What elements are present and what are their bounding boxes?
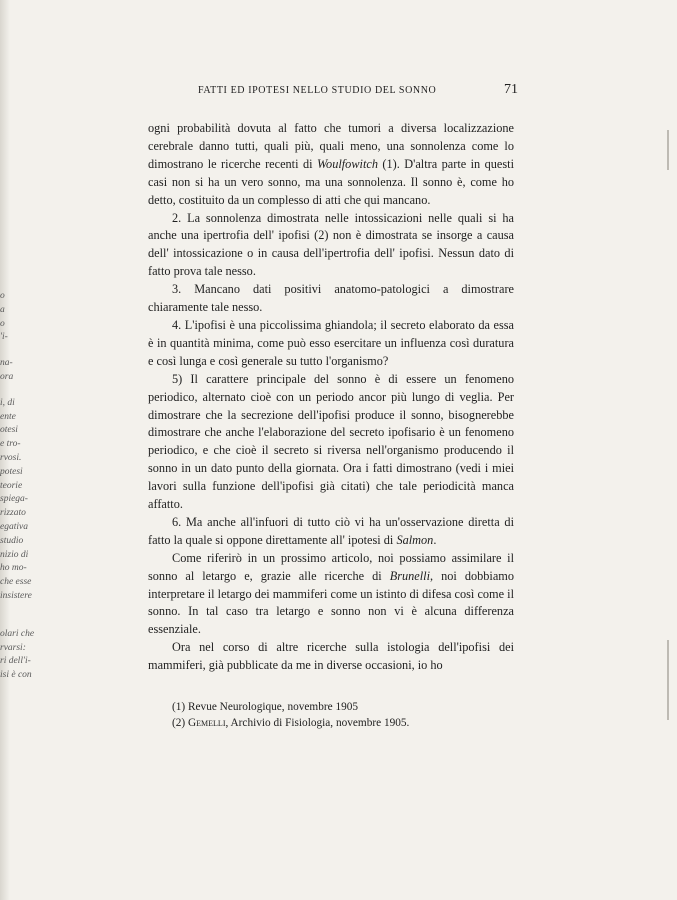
- footnote-text: (2): [172, 716, 188, 729]
- paragraph: [148, 281, 514, 317]
- bleed-fragment: potesi: [0, 466, 23, 477]
- bleed-through-text: [0, 290, 44, 683]
- bleed-fragment: a: [0, 304, 5, 315]
- paragraph-text: 6. Ma anche all'infuori di tutto ciò vi ha un'osservazione diretta di fatto la quale si oppone direttamente all' ipotesi di: [148, 514, 514, 547]
- bleed-fragment: [0, 616, 44, 628]
- bleed-fragment: teorie: [0, 480, 23, 491]
- footnote-text: (1) Revue Neurologique, novembre 1905: [172, 701, 359, 713]
- paragraph: [148, 550, 514, 640]
- italic-name: Salmon: [396, 532, 434, 547]
- page-edge-mark: [667, 130, 669, 170]
- bleed-fragment: o: [0, 318, 5, 329]
- paragraph-text: Ora nel corso di altre ricerche sulla istologia dell'ipofisi dei mammiferi, già pubblicate da me in diverse occasioni, io ho: [148, 640, 514, 673]
- bleed-fragment: egativa: [0, 521, 28, 532]
- bleed-fragment: [0, 345, 44, 357]
- bleed-fragment: che esse: [0, 577, 32, 588]
- bleed-fragment: otesi: [0, 425, 18, 436]
- paragraph-text: 2. La sonnolenza dimostrata nelle intossicazioni nelle quali si ha anche una ipertrofia dell' ipofisi (2) non è dimostrata se insorge a causa dell' intossicazione o in causa dell'ipertrofia dell' ipofisi. Nessun dato di fatto prova tale nesso.: [148, 210, 514, 279]
- paragraph-text: Come riferirò in un prossimo articolo, noi possiamo assimilare il sonno al letargo e, grazie alle ricerche di: [148, 550, 514, 583]
- bleed-fragment: rizzato: [0, 508, 26, 519]
- bleed-fragment: spiega-: [0, 494, 28, 505]
- bleed-fragment: rvosi.: [0, 452, 22, 463]
- running-header: [190, 82, 520, 102]
- paragraph: [148, 317, 514, 371]
- paragraph-text: 3. Mancano dati positivi anatomo-patologici a dimostrare chiaramente tale nesso.: [148, 282, 514, 315]
- bleed-fragment: [0, 385, 44, 397]
- paragraph-text: ogni probabilità dovuta al fatto che tumori a diversa localizzazione cerebrale danno tutti, quali più, quali meno, una sonnolenza come lo dimostrano le ricerche recenti di: [148, 121, 514, 171]
- paragraph-text: 4. L'ipofisi è una piccolissima ghiandola; il secreto elaborato da essa è in quantità minima, come può esso esercitare un influenza così duratura e così lunga e così generale su tutto l'organismo?: [148, 317, 514, 368]
- body-text: [148, 120, 514, 675]
- bleed-fragment: [0, 604, 44, 616]
- page-number: 71: [504, 82, 518, 97]
- footnote-rest: , Archivio di Fisiologia, novembre 1905.: [225, 716, 410, 729]
- running-title: FATTI ED IPOTESI NELLO STUDIO DEL SONNO: [198, 85, 437, 96]
- bleed-fragment: nizio di: [0, 549, 29, 560]
- bleed-fragment: ora: [0, 371, 14, 382]
- bleed-fragment: na-: [0, 358, 13, 369]
- bleed-fragment: olari che: [0, 628, 35, 639]
- footnote: [172, 700, 512, 716]
- bleed-fragment: e tro-: [0, 439, 21, 450]
- paragraph: [148, 120, 514, 210]
- bleed-fragment: o: [0, 291, 5, 301]
- bleed-fragment: ri dell'i-: [0, 656, 31, 667]
- paragraph: [148, 639, 514, 675]
- paragraph: [148, 371, 514, 514]
- italic-name: Woulfowitch: [316, 156, 378, 171]
- paragraph: [148, 210, 514, 282]
- bleed-fragment: insistere: [0, 590, 32, 601]
- bleed-fragment: rvarsi:: [0, 642, 26, 653]
- paragraph-text-after: .: [433, 532, 437, 547]
- footnote-author: Gemelli: [188, 716, 226, 729]
- italic-name: Brunelli: [389, 568, 431, 583]
- paragraph-text: 5) Il carattere principale del sonno è di essere un fenomeno periodico, alternato cioè con un periodo ancor più lungo di veglia. Per dimostrare che la secrezione dell'ipofisi produce il sonno, bisognerebbe dimostrare che anche l'elaborazione del secreto ipofisario è un fenomeno periodico, e che cioè il secreto si riversa nell'organismo producendo il sonno in un dato punto della giornata. Ora i fatti dimostrano (vedi i miei lavori sulla funzione dell'ipofisi già citati) che tale periodicità manca affatto.: [148, 371, 514, 512]
- bleed-fragment: studio: [0, 535, 24, 546]
- bleed-fragment: i, di: [0, 397, 15, 408]
- paragraph-text-after: (1). D'altra parte in questi casi non si ha un vero sonno, ma una sonnolenza. Il sonno è, come ho detto, costituito da un complesso di atti che qui mancano.: [148, 156, 514, 207]
- paragraph: [148, 514, 514, 550]
- bleed-fragment: 'i-: [0, 332, 8, 343]
- bleed-fragment: ente: [0, 411, 16, 422]
- footnotes: [172, 700, 512, 731]
- paragraph-text-after: , noi dobbiamo interpretare il letargo dei mammiferi come un istinto di difesa così come il sonno. In tal caso tra letargo e sonno non vi è alcuna differenza essenziale.: [148, 568, 514, 637]
- bleed-fragment: ho mo-: [0, 563, 27, 574]
- bleed-fragment: isi è con: [0, 670, 32, 681]
- footnote: [172, 716, 512, 732]
- page-edge-mark: [667, 640, 669, 720]
